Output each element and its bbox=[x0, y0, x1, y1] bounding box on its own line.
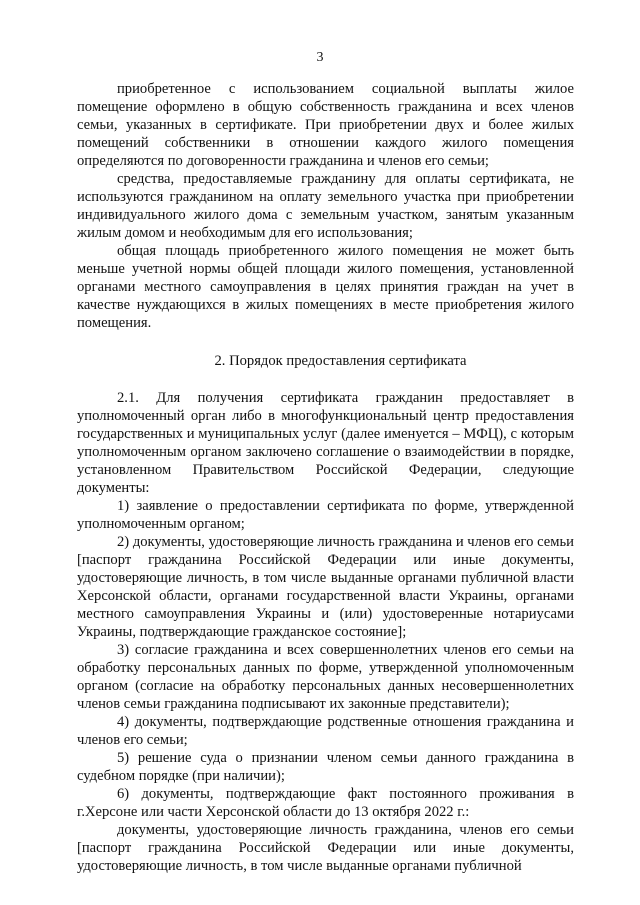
section-heading: 2. Порядок предоставления сертификата bbox=[214, 353, 467, 369]
paragraph-total-area: общая площадь приобретенного жилого помещения не может быть меньше учетной нормы общей площади жилого помещения, установленной органами местного самоуправления в целях принятия граждан на учет в качестве нуждающихся в жилых помещениях в месте приобретения жилого помещения. bbox=[77, 243, 574, 331]
paragraph-funds-land: средства, предоставляемые гражданину для оплаты сертификата, не используются гражданином на оплату земельного участка при приобретении индивидуального жилого дома с земельным участком, занятым указанным жилым домом и необходимым для его использования; bbox=[77, 171, 574, 241]
list-item-consent: 3) согласие гражданина и всех совершеннолетних членов его семьи на обработку персональных данных по форме, утвержденной уполномоченным органом (согласие на обработку персональных данных несовершеннолетних членов семьи гражданина подписывают их законные представители); bbox=[77, 642, 574, 712]
paragraph-continuation: приобретенное с использованием социальной выплаты жилое помещение оформлено в общую собственность гражданина и всех членов семьи, указанных в сертификате. При приобретении двух и более жилых помещений собственники в отношении каждого жилого помещения определяются по договоренности гражданина и членов его семьи; bbox=[77, 81, 574, 169]
document-body bbox=[77, 80, 574, 875]
paragraph-2-1: 2.1. Для получения сертификата гражданин предоставляет в уполномоченный орган либо в многофункциональный центр предоставления государственных и муниципальных услуг (далее именуется – МФЦ), с которым уполномоченным органом заключено соглашение о взаимодействии в порядке, установленном Правительством Российской Федерации, следующие документы: bbox=[77, 390, 574, 496]
page-number: 3 bbox=[316, 50, 324, 65]
list-item-kinship-documents: 4) документы, подтверждающие родственные отношения гражданина и членов его семьи; bbox=[77, 714, 574, 748]
list-item-residence-proof: 6) документы, подтверждающие факт постоянного проживания в г.Херсоне или части Херсонской области до 13 октября 2022 г.: bbox=[77, 786, 574, 820]
list-item-court-decision: 5) решение суда о признании членом семьи данного гражданина в судебном порядке (при наличии); bbox=[77, 750, 574, 784]
paragraph-identity-subitem: документы, удостоверяющие личность гражданина, членов его семьи [паспорт гражданина Российской Федерации или иные документы, удостоверяющие личность, в том числе выданные органами публичной bbox=[77, 822, 574, 874]
list-item-application: 1) заявление о предоставлении сертификата по форме, утвержденной уполномоченным органом; bbox=[77, 498, 574, 532]
list-item-identity-documents: 2) документы, удостоверяющие личность гражданина и членов его семьи [паспорт гражданина Российской Федерации или иные документы, удостоверяющие личность, в том числе выданные органами публичной власти Херсонской области, органами государственной власти Украины, органами местного самоуправления Украины и (или) удостоверенные нотариусами Украины, подтверждающие гражданское состояние]; bbox=[77, 534, 574, 640]
